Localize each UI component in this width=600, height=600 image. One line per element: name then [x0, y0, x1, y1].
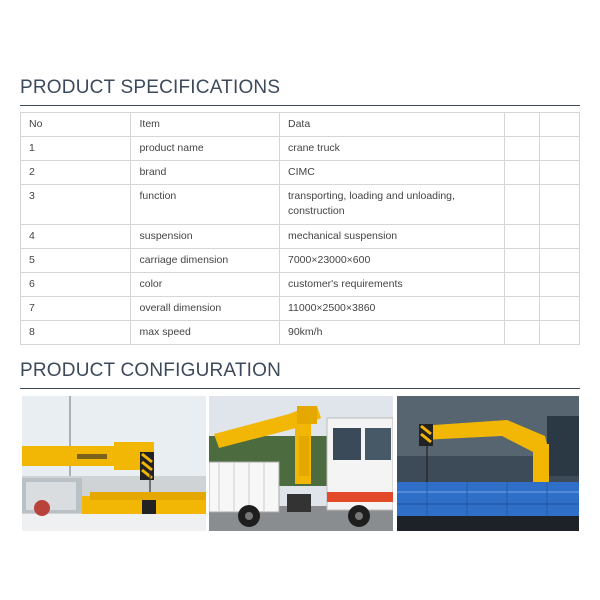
- crane-blue-bed-photo: [397, 396, 579, 531]
- specifications-heading: PRODUCT SPECIFICATIONS: [20, 77, 580, 106]
- cell-data: customer's requirements: [279, 273, 504, 297]
- empty-cell: [540, 273, 580, 297]
- cell-item: product name: [131, 137, 280, 161]
- table-row: [21, 161, 580, 185]
- empty-cell: [505, 185, 540, 225]
- header-data: Data: [279, 113, 504, 137]
- cell-data: 11000×2500×3860: [279, 297, 504, 321]
- cell-item: max speed: [131, 321, 280, 345]
- empty-cell: [505, 225, 540, 249]
- cell-no: 7: [21, 297, 131, 321]
- empty-cell: [505, 249, 540, 273]
- cell-data: crane truck: [279, 137, 504, 161]
- empty-cell: [540, 161, 580, 185]
- cell-data: 90km/h: [279, 321, 504, 345]
- table-row: [21, 273, 580, 297]
- empty-cell: [505, 161, 540, 185]
- empty-cell: [540, 185, 580, 225]
- cell-item: carriage dimension: [131, 249, 280, 273]
- table-row: [21, 297, 580, 321]
- empty-cell: [505, 297, 540, 321]
- cell-item: function: [131, 185, 280, 225]
- header-item: Item: [131, 113, 280, 137]
- table-row: [21, 137, 580, 161]
- cell-no: 6: [21, 273, 131, 297]
- table-row: [21, 185, 580, 225]
- cell-no: 1: [21, 137, 131, 161]
- cell-data: 7000×23000×600: [279, 249, 504, 273]
- crane-yard-photo: [22, 396, 206, 531]
- crane-truck-cab-photo: [209, 396, 393, 531]
- empty-cell: [540, 225, 580, 249]
- empty-cell: [505, 321, 540, 345]
- table-row: [21, 321, 580, 345]
- cell-no: 4: [21, 225, 131, 249]
- table-row: [21, 249, 580, 273]
- table-header-row: [21, 113, 580, 137]
- empty-cell: [505, 273, 540, 297]
- cell-no: 5: [21, 249, 131, 273]
- cell-data: transporting, loading and unloading, construction: [279, 185, 504, 225]
- cell-item: brand: [131, 161, 280, 185]
- configuration-heading: PRODUCT CONFIGURATION: [20, 360, 580, 389]
- cell-no: 2: [21, 161, 131, 185]
- cell-item: suspension: [131, 225, 280, 249]
- empty-cell: [505, 137, 540, 161]
- table-row: [21, 225, 580, 249]
- header-no: No: [21, 113, 131, 137]
- cell-data: mechanical suspension: [279, 225, 504, 249]
- empty-cell: [540, 297, 580, 321]
- cell-no: 3: [21, 185, 131, 225]
- cell-no: 8: [21, 321, 131, 345]
- empty-cell: [540, 321, 580, 345]
- empty-cell: [505, 113, 540, 137]
- cell-data: CIMC: [279, 161, 504, 185]
- cell-item: overall dimension: [131, 297, 280, 321]
- cell-item: color: [131, 273, 280, 297]
- specifications-table: [20, 112, 580, 345]
- empty-cell: [540, 113, 580, 137]
- empty-cell: [540, 249, 580, 273]
- empty-cell: [540, 137, 580, 161]
